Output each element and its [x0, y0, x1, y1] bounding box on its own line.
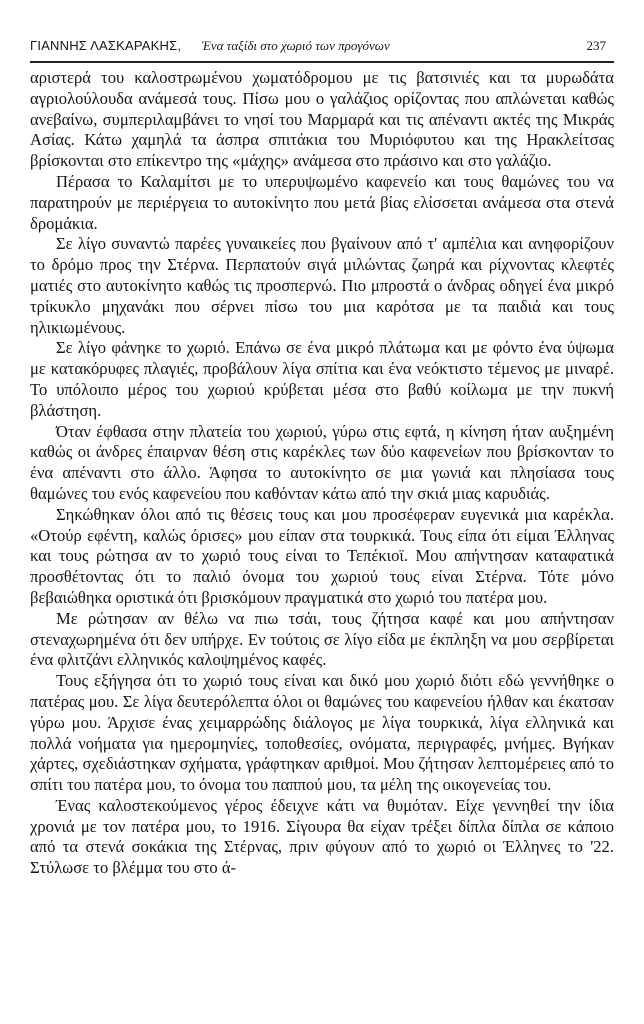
body-text: [30, 68, 614, 879]
page-number: 237: [586, 38, 606, 53]
paragraph: Σε λίγο φάνηκε το χωριό. Επάνω σε ένα μικρό πλάτωμα και με φόντο ένα ύψωμα με κατακόρυφες πλαγιές, προβάλουν λίγα σπίτια και ένα νεόκτιστο τέμενος με μιναρέ. Το υπόλοιπο μέρος του χωριού κρύβεται μέσα στο βαθύ κοίλωμα με την πυκνή βλάστηση.: [30, 338, 614, 420]
paragraph: αριστερά του καλοστρωμένου χωματόδρομου με τις βατσινιές και τα μυρωδάτα αγριολούλουδα ανάμεσά τους. Πίσω μου ο γαλάζιος ορίζοντας που απλώνεται καθώς ανεβαίνω, συμπεριλαμβάνει το νησί του Μαρμαρά και τις απέναντι ακτές της Μικράς Ασίας. Κάτω χαμηλά τα άσπρα σπιτάκια του Μυριόφυτου και της Ηρακλείτσας βρίσκονται στο επίκεντρο της «μάχης» ανάμεσα στο πράσινο και στο γαλάζιο.: [30, 68, 614, 171]
paragraph: Σηκώθηκαν όλοι από τις θέσεις τους και μου προσέφεραν ευγενικά μια καρέκλα. «Οτούρ εφέντη, καλώς όρισες» μου είπαν στα τουρκικά. Τους είπα ότι είμαι Έλληνας και τους ρώτησα αν το χωριό τους είναι το Τεπέκιοϊ. Μου απήντησαν καταφατικά προσθέτοντας ότι το παλιό όνομα του χωριού τους είναι Στέρνα. Τότε μόνο βεβαιώθηκα οριστικά ότι βρισκόμουν πραγματικά στο χωριό του πατέρα μου.: [30, 504, 614, 607]
paragraph: Ένας καλοστεκούμενος γέρος έδειχνε κάτι να θυμόταν. Είχε γεννηθεί την ίδια χρονιά με τον πατέρα μου, το 1916. Σίγουρα θα είχαν τρέξει δίπλα δίπλα σε κάποιο από τα στενά σοκάκια της Στέρνας, πριν φύγουν από το χωριό οι Έλληνες το '22. Στύλωσε το βλέμμα του στο ά-: [30, 795, 614, 878]
running-header: [30, 38, 610, 58]
header-rule: [30, 61, 614, 63]
header-book-title: Ένα ταξίδι στο χωριό των προγόνων: [202, 38, 390, 53]
paragraph: Πέρασα το Καλαμίτσι με το υπερυψωμένο καφενείο και τους θαμώνες του να παρατηρούν με περιέργεια το αυτοκίνητο που μετά βίας ελίσσεται ανάμεσα στα στενά δρομάκια.: [30, 171, 614, 233]
paragraph: Όταν έφθασα στην πλατεία του χωριού, γύρω στις εφτά, η κίνηση ήταν αυξημένη καθώς οι άνδρες έπαιρναν θέση στις καρέκλες των δύο καφενείων που βρίσκονταν το ένα απέναντι στο άλλο. Άφησα το αυτοκίνητο σε μια γωνιά και πλησίασα τους θαμώνες του ενός καφενείου που καθόνταν κάτω από την σκιά μιας καρυδιάς.: [30, 421, 614, 503]
paragraph: Με ρώτησαν αν θέλω να πιω τσάι, τους ζήτησα καφέ και μου απήντησαν στεναχωρημένα ότι δεν υπήρχε. Εν τούτοις σε λίγο είδα με έκπληξη να μου σερβίρεται ένα φλιτζάνι ελληνικός καλοψημένος καφές.: [30, 608, 614, 670]
header-author: ΓΙΑΝΝΗΣ ΛΑΣΚΑΡΑΚΗΣ,: [30, 38, 182, 53]
paragraph: Τους εξήγησα ότι το χωριό τους είναι και δικό μου χωριό διότι εδώ γεννήθηκε ο πατέρας μου. Σε λίγα δευτερόλεπτα όλοι οι θαμώνες του καφενείου ήλθαν και έκατσαν γύρω μου. Άρχισε ένας χειμαρρώδης διάλογος με λίγα τουρκικά, λίγα ελληνικά και πολλά νοήματα για ημερομηνίες, τοποθεσίες, ονόματα, περιγραφές, μνήμες. Βγήκαν χάρτες, σχεδιάστηκαν σχήματα, γράφτηκαν αριθμοί. Μου ζήτησαν λεπτομέρειες από το σπίτι του πατέρα μου, το όνομα του παππού μου, τα μέλη της οικογενείας του.: [30, 671, 615, 795]
paragraph: Σε λίγο συναντώ παρέες γυναικείες που βγαίνουν από τ' αμπέλια και ανηφορίζουν το δρόμο προς την Στέρνα. Περπατούν σιγά μιλώντας ζωηρά και ρίχνοντας κλεφτές ματιές στο αυτοκίνητο καθώς τις προσπερνώ. Πιο μπροστά ο άνδρας οδηγεί ένα μικρό τρίκυκλο μηχανάκι που σέρνει πίσω του μια καρότσα με τα παιδιά και τους ηλικιωμένους.: [30, 234, 614, 337]
